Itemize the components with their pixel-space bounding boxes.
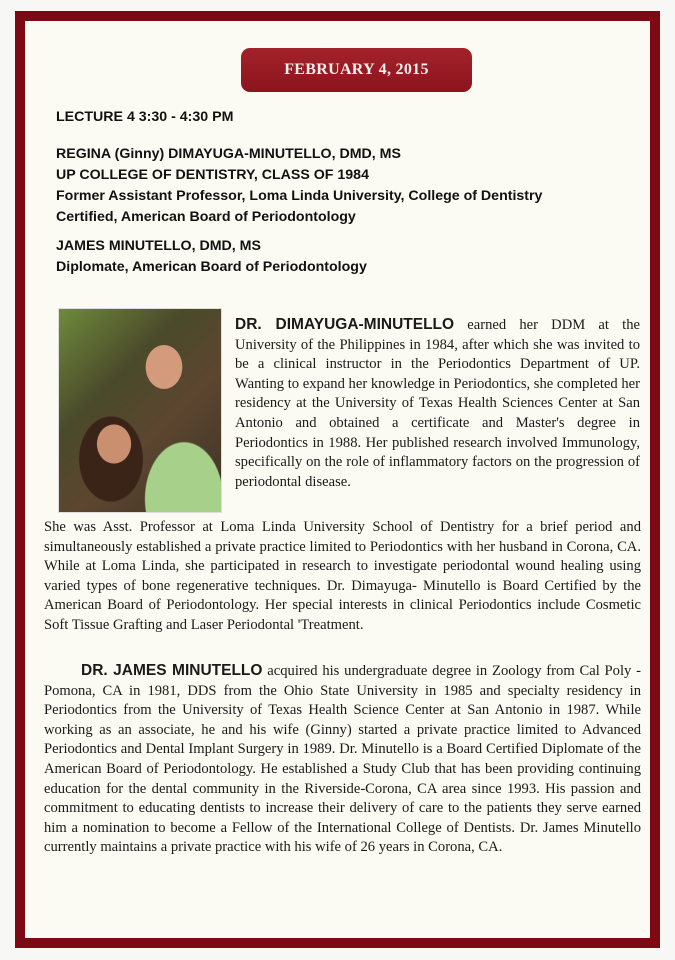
bio-regina-intro — [235, 315, 640, 492]
speaker-name: JAMES MINUTELLO, DMD, MS — [56, 238, 261, 254]
lecture-label: LECTURE 4 3:30 - 4:30 PM — [56, 109, 234, 125]
date-banner — [241, 48, 472, 92]
bio-regina-continued — [44, 518, 641, 636]
event-date: FEBRUARY 4, 2015 — [284, 61, 429, 78]
bio-text: acquired his undergraduate degree in Zoology from Cal Poly - Pomona, CA in 1981, DDS from the Ohio State University in 1985 and specialty residency in Periodontics from the University of Texas Health Science Center at San Antonio in 1987. While working as an associate, he and his wife (Ginny) started a private practice limited to Advanced Periodontics and Dental Implant Surgery in 1989. Dr. Minutello is a Board Certified Diplomate of the American Board of Periodontology. He established a Study Club that has been providing continuing education for the dental community in the Riverside-Corona, CA area since 1993. His passion and commitment to educating dentists to increase their delivery of care to the patients they serve earned him a nomination to become a Fellow of the International College of Dentists. Dr. James Minutello currently maintains a private practice with his wife of 26 years in Corona, CA. — [44, 663, 641, 856]
speakers-photo — [58, 308, 222, 513]
speaker-credential: Certified, American Board of Periodontology — [56, 209, 356, 225]
speaker-name: REGINA (Ginny) DIMAYUGA-MINUTELLO, DMD, MS — [56, 146, 401, 162]
bio-james — [44, 661, 641, 858]
bio-text: She was Asst. Professor at Loma Linda University School of Dentistry for a brief period and simultaneously established a private practice limited to Periodontics with her husband in Corona, CA. While at Loma Linda, she participated in research to investigate periodontal wound healing using varied types of bone regenerative techniques. Dr. Dimayuga- Minutello is Board Certified by the American Board of Periodontology. Her special interests in clinical Periodontics include Cosmetic Soft Tissue Grafting and Laser Periodontal 'Treatment. — [44, 519, 641, 633]
document-frame — [15, 11, 660, 948]
speaker-credential: Diplomate, American Board of Periodontology — [56, 259, 367, 275]
speaker-block-james — [56, 236, 367, 278]
bio-text: earned her DDM at the University of the Philippines in 1984, after which she was invited to be a clinical instructor in the Periodontics Department of UP. Wanting to expand her knowledge in Periodontics, she completed her residency at the University of Texas Health Sciences Center at San Antonio and obtained a certificate and Master's degree in Periodontics in 1988. Her published research involved Immunology, specifically on the role of inflammatory factors on the progression of periodontal disease. — [235, 317, 640, 490]
bio-lead-name: DR. DIMAYUGA-MINUTELLO — [235, 316, 455, 333]
speaker-credential: UP COLLEGE OF DENTISTRY, CLASS OF 1984 — [56, 167, 369, 183]
speaker-block-regina — [56, 144, 542, 228]
lecture-time — [56, 107, 233, 128]
speaker-credential: Former Assistant Professor, Loma Linda University, College of Dentistry — [56, 188, 543, 204]
bio-lead-name: DR. JAMES MINUTELLO — [81, 662, 263, 679]
